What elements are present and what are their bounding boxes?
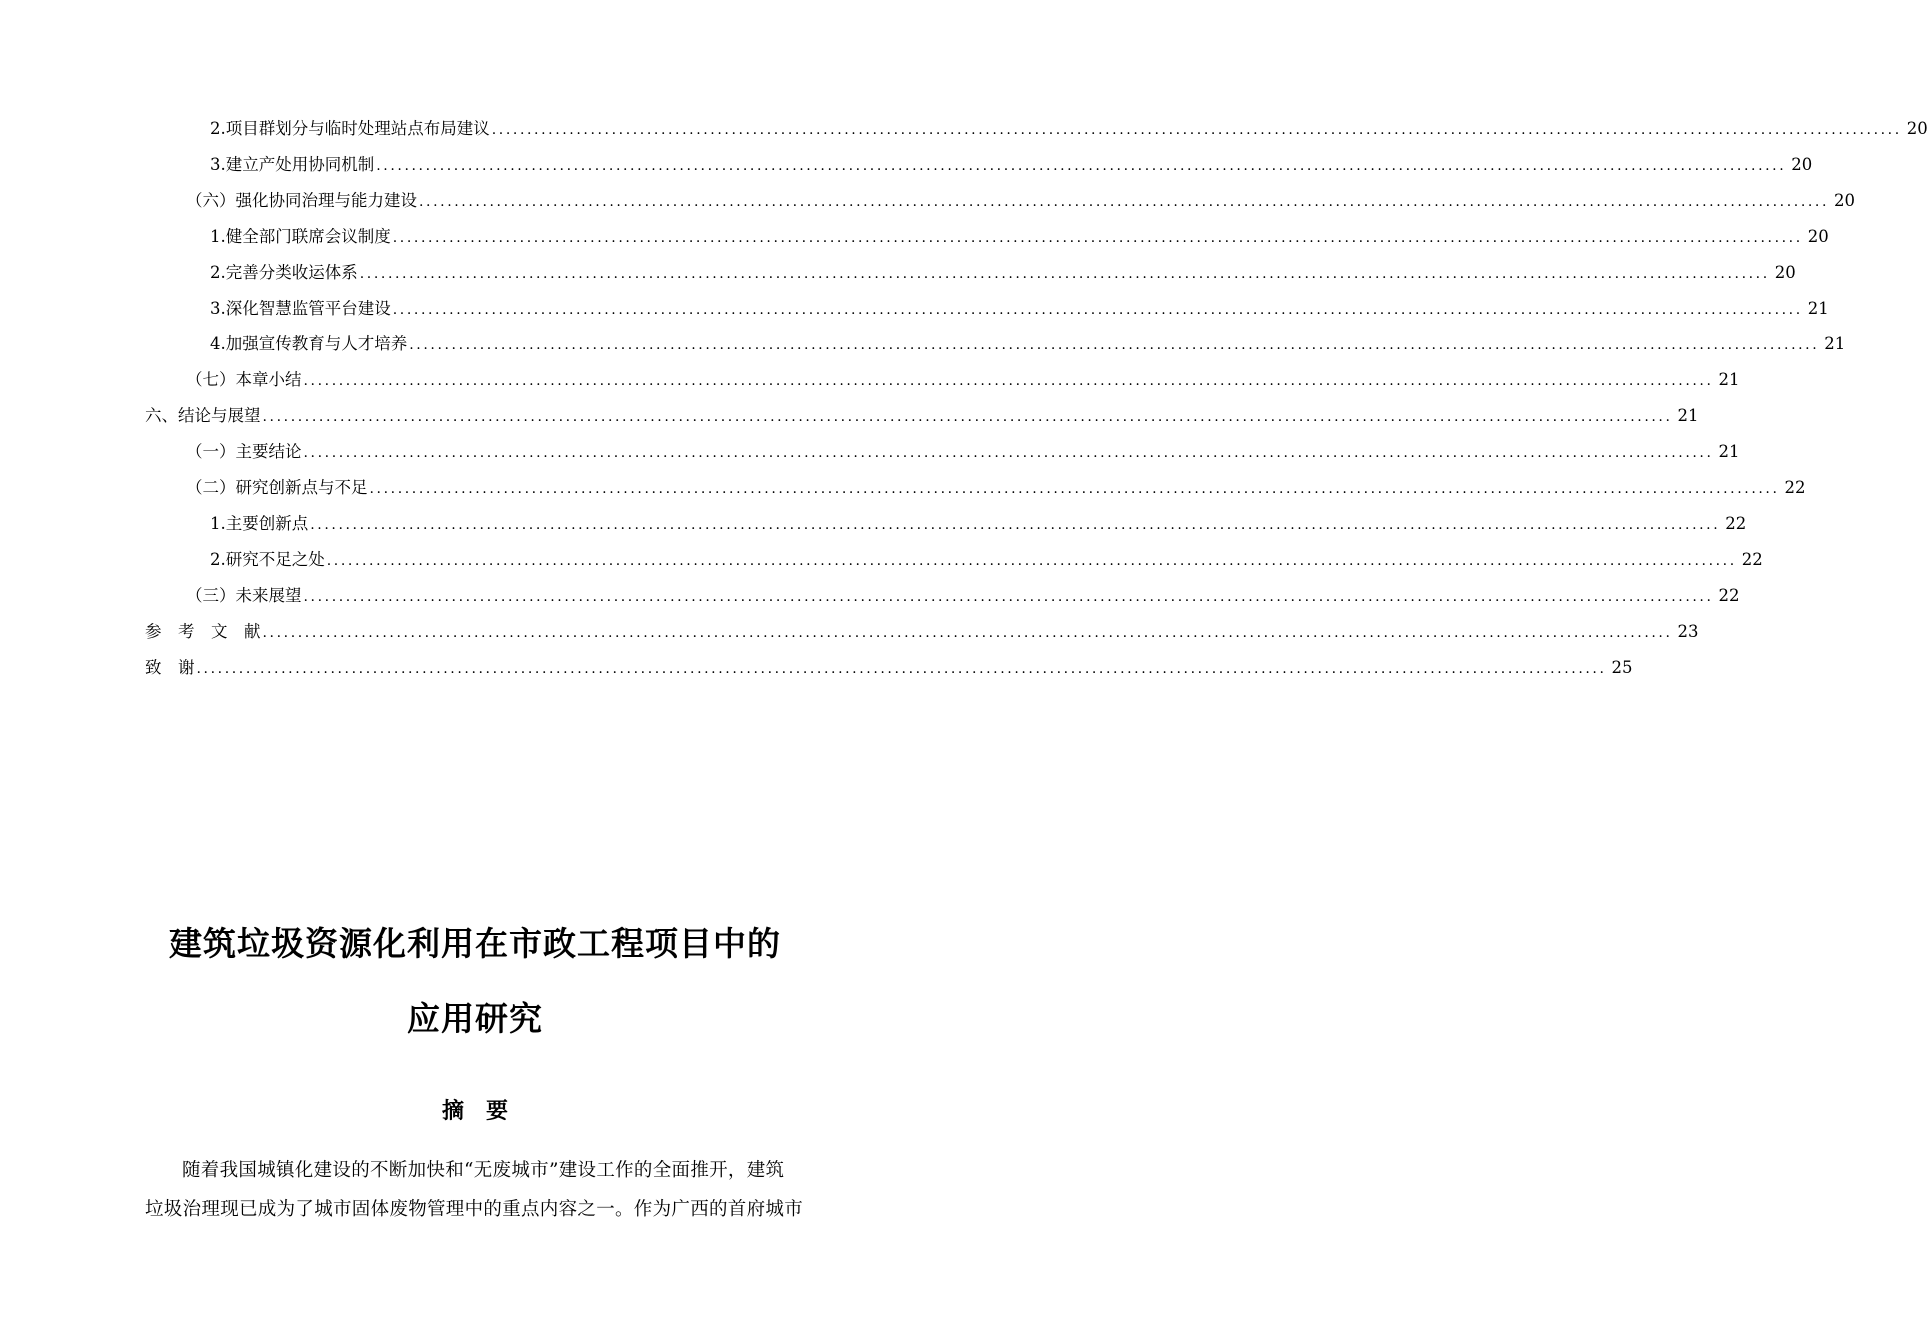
toc-dot-leader: ........................................................................................................................................................................................................ xyxy=(369,481,1780,497)
toc-entry[interactable] xyxy=(210,513,1747,535)
toc-page-number: 21 xyxy=(1718,370,1740,390)
toc-dot-leader: ........................................................................................................................................................................................................ xyxy=(392,301,1803,318)
toc-entry[interactable] xyxy=(186,585,1740,607)
toc-entry-label: （七）本章小结 xyxy=(186,370,302,390)
toc-entry[interactable] xyxy=(186,190,1856,212)
toc-dot-leader: ........................................................................................................................................................................................................ xyxy=(326,552,1737,569)
toc-dot-leader: ........................................................................................................................................................................................................ xyxy=(491,122,1902,138)
toc-page-number: 20 xyxy=(1834,190,1856,210)
abstract-line-1: 随着我国城镇化建设的不断加快和“无废城市”建设工作的全面推开，建筑 xyxy=(182,1160,785,1181)
toc-entry-label: 3.建立产处用协同机制 xyxy=(210,154,375,174)
toc-page-number: 25 xyxy=(1611,657,1633,677)
toc-page-number: 20 xyxy=(1774,262,1796,282)
toc-entry[interactable] xyxy=(210,333,1846,355)
toc-page-number: 20 xyxy=(1906,119,1928,138)
toc-entry-label: 4.加强宣传教育与人才培养 xyxy=(210,334,408,354)
toc-dot-leader: ........................................................................................................................................................................................................ xyxy=(262,409,1673,426)
toc-entry[interactable] xyxy=(145,405,1699,427)
toc-entry-label: （二）研究创新点与不足 xyxy=(186,478,368,497)
toc-entry-label: （三）未来展望 xyxy=(186,585,302,605)
toc-page-number: 22 xyxy=(1741,549,1763,569)
toc-entry[interactable] xyxy=(210,226,1829,248)
toc-entry-label: 六、结论与展望 xyxy=(145,406,261,426)
toc-page-number: 21 xyxy=(1677,406,1699,426)
abstract-line-2: 垃圾治理现已成为了城市固体废物管理中的重点内容之一。作为广西的首府城市 xyxy=(145,1199,804,1220)
toc-page-number: 20 xyxy=(1791,154,1813,174)
toc-entry-label: 参 考 文 献 xyxy=(145,621,261,641)
toc-entry-label: 2.研究不足之处 xyxy=(210,549,325,569)
paper-title-line-1: 建筑垃圾资源化利用在市政工程项目中的 xyxy=(169,924,781,963)
toc-entry[interactable] xyxy=(210,118,1928,140)
toc-page-number: 21 xyxy=(1718,442,1740,462)
toc-dot-leader: ........................................................................................................................................................................................................ xyxy=(419,193,1830,210)
toc-dot-leader: ........................................................................................................................................................................................................ xyxy=(409,337,1820,354)
toc-dot-leader: ........................................................................................................................................................................................................ xyxy=(392,229,1803,246)
toc-entry-label: 2.完善分类收运体系 xyxy=(210,262,358,282)
toc-dot-leader: ........................................................................................................................................................................................................ xyxy=(262,624,1673,641)
toc-entry-label: 3.深化智慧监管平台建设 xyxy=(210,298,391,318)
toc-entry[interactable] xyxy=(186,441,1740,463)
toc-entry[interactable] xyxy=(210,262,1796,284)
paper-title-line-2: 应用研究 xyxy=(407,999,543,1038)
toc-page-number: 21 xyxy=(1807,298,1829,318)
toc-dot-leader: ........................................................................................................................................................................................................ xyxy=(303,373,1714,390)
toc-entry[interactable] xyxy=(186,369,1740,391)
toc-entry-label: 1.主要创新点 xyxy=(210,513,309,533)
toc-entry-label: 2.项目群划分与临时处理站点布局建议 xyxy=(210,119,490,138)
toc-entry-label: 致 谢 xyxy=(145,657,195,677)
toc-dot-leader: ........................................................................................................................................................................................................ xyxy=(359,265,1770,282)
toc-entry-label: （六）强化协同治理与能力建设 xyxy=(186,190,417,210)
toc-page-number: 21 xyxy=(1824,334,1846,354)
toc-dot-leader: ........................................................................................................................................................................................................ xyxy=(303,445,1714,462)
toc-entry[interactable] xyxy=(210,298,1829,320)
toc-page-number: 22 xyxy=(1718,585,1740,605)
toc-entry[interactable] xyxy=(186,477,1806,499)
toc-page-number: 22 xyxy=(1784,478,1806,497)
toc-dot-leader: ........................................................................................................................................................................................................ xyxy=(310,516,1721,533)
toc-entry[interactable] xyxy=(145,621,1699,643)
toc-page-number: 22 xyxy=(1725,513,1747,533)
toc-entry[interactable] xyxy=(210,154,1813,176)
toc-page-number: 20 xyxy=(1807,226,1829,246)
toc-page-number: 23 xyxy=(1677,621,1699,641)
toc-entry-label: （一）主要结论 xyxy=(186,442,302,462)
toc-entry[interactable] xyxy=(145,657,1633,679)
toc-dot-leader: ........................................................................................................................................................................................................ xyxy=(376,157,1787,174)
abstract-heading: 摘 要 xyxy=(441,1099,508,1124)
toc-entry[interactable] xyxy=(210,549,1763,571)
toc-dot-leader: ........................................................................................................................................................................................................ xyxy=(303,588,1714,605)
toc-entry-label: 1.健全部门联席会议制度 xyxy=(210,226,391,246)
toc-dot-leader: ........................................................................................................................................................................................................ xyxy=(196,660,1607,677)
